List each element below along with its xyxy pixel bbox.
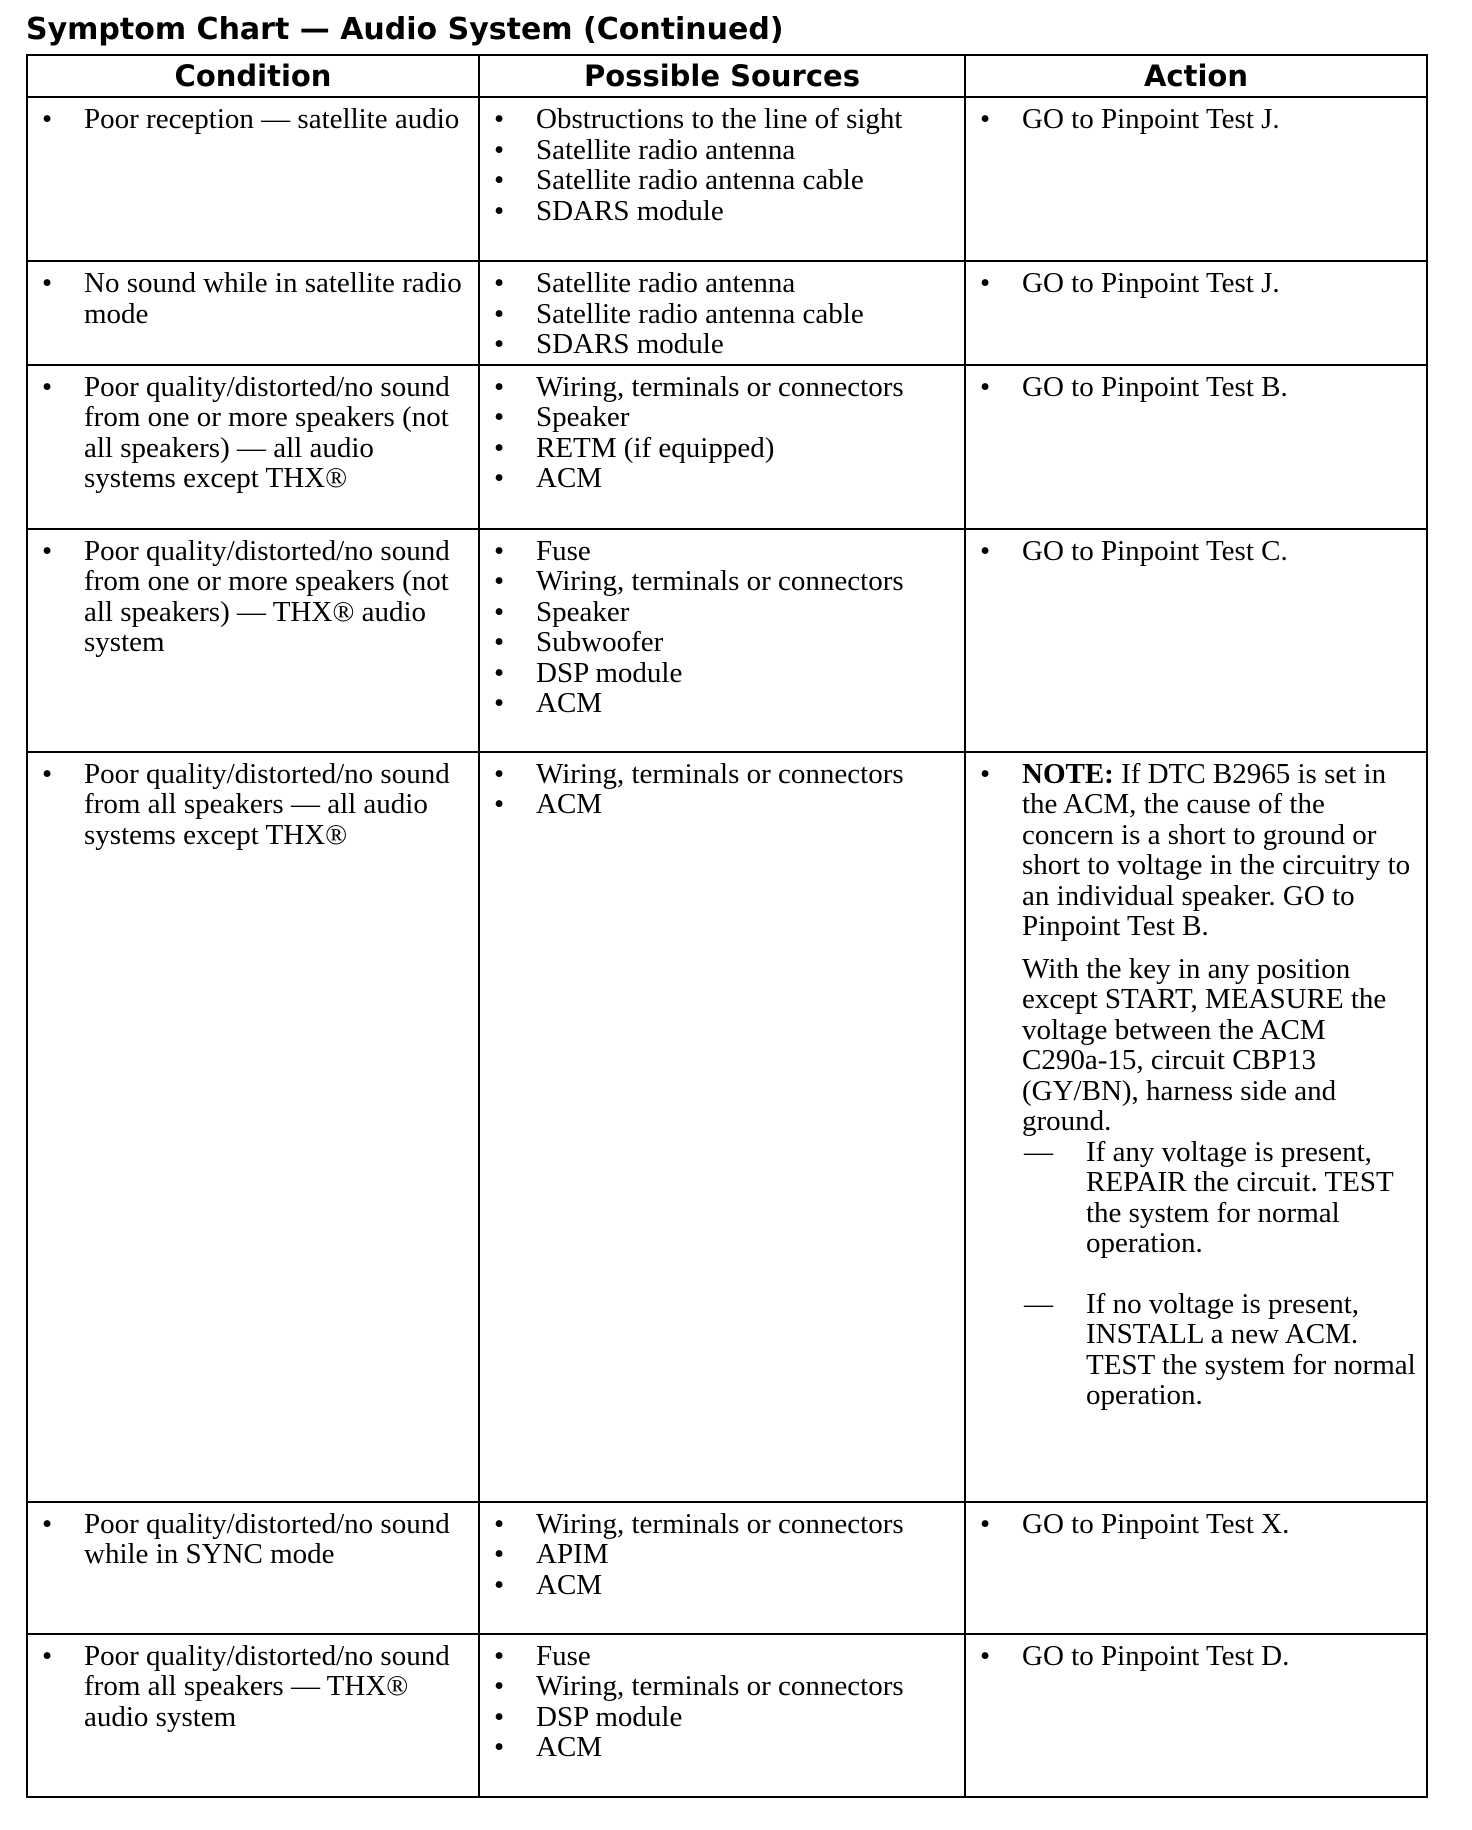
column-header-condition: Condition [27,55,479,97]
page-title: Symptom Chart — Audio System (Continued) [26,12,784,47]
condition-text: • Poor quality/distorted/no sound from all speakers — THX® audio system [38,1641,468,1733]
source-item: • Speaker [490,402,954,433]
source-item: • RETM (if equipped) [490,433,954,464]
sources-cell [479,529,965,752]
action-cell [965,261,1427,365]
column-header-action: Action [965,55,1427,97]
action-cell [965,97,1427,261]
note-text: If DTC B2965 is set in the ACM, the cause of the concern is a short to ground or short to voltage in the circuitry to an individual speaker. GO to Pinpoint Test B. [1022,757,1411,942]
source-item: • ACM [490,463,954,494]
source-item: • SDARS module [490,196,954,227]
condition-text: • Poor quality/distorted/no sound while in SYNC mode [38,1509,468,1570]
action-text: • GO to Pinpoint Test C. [976,536,1416,567]
condition-cell [27,529,479,752]
source-item: • ACM [490,1732,954,1763]
sources-cell [479,365,965,529]
action-cell [965,752,1427,1502]
dash-item: — If any voltage is present, REPAIR the circuit. TEST the system for normal operation. [1022,1137,1416,1259]
table-row [27,1634,1427,1797]
source-item: • Fuse [490,1641,954,1672]
table-row [27,97,1427,261]
source-item: • DSP module [490,1702,954,1733]
dash-item: — If no voltage is present, INSTALL a new ACM. TEST the system for normal operation. [1022,1289,1416,1411]
action-cell [965,529,1427,752]
symptom-chart-table [26,54,1428,1798]
source-item: • Speaker [490,597,954,628]
source-item: • Subwoofer [490,627,954,658]
source-item: • Obstructions to the line of sight [490,104,954,135]
column-header-possible-sources: Possible Sources [479,55,965,97]
table-row [27,261,1427,365]
source-item: • DSP module [490,658,954,689]
sources-cell [479,1634,965,1797]
condition-cell [27,1634,479,1797]
source-item: • SDARS module [490,329,954,360]
sources-cell [479,752,965,1502]
condition-cell [27,752,479,1502]
table-row [27,365,1427,529]
table-row [27,752,1427,1502]
action-cell [965,1634,1427,1797]
condition-text: • Poor reception — satellite audio [38,104,468,135]
source-item: • Satellite radio antenna [490,268,954,299]
action-text: • GO to Pinpoint Test X. [976,1509,1416,1540]
sources-cell [479,97,965,261]
condition-text: • No sound while in satellite radio mode [38,268,468,329]
source-item: • Fuse [490,536,954,567]
condition-text: • Poor quality/distorted/no sound from all speakers — all audio systems except THX® [38,759,468,851]
condition-text: • Poor quality/distorted/no sound from one or more speakers (not all speakers) — THX® audio system [38,536,468,658]
condition-text: • Poor quality/distorted/no sound from one or more speakers (not all speakers) — all audio systems except THX® [38,372,468,494]
header-row [27,55,1427,97]
source-item: • Satellite radio antenna cable [490,165,954,196]
note-label: NOTE: [1022,757,1114,790]
action-note [976,759,1416,942]
action-cell [965,1502,1427,1634]
source-item: • ACM [490,1570,954,1601]
action-text: • GO to Pinpoint Test J. [976,268,1416,299]
condition-cell [27,97,479,261]
action-text: • GO to Pinpoint Test D. [976,1641,1416,1672]
source-item: • Satellite radio antenna cable [490,299,954,330]
source-item: • ACM [490,688,954,719]
measure-instruction: With the key in any position except START, MEASURE the voltage between the ACM C290a-15, circuit CBP13 (GY/BN), harness side and ground. [1022,952,1387,1137]
action-cell [965,365,1427,529]
condition-cell [27,1502,479,1634]
source-item: • Wiring, terminals or connectors [490,1671,954,1702]
condition-cell [27,365,479,529]
source-item: • APIM [490,1539,954,1570]
source-item: • Wiring, terminals or connectors [490,372,954,403]
action-text: • GO to Pinpoint Test J. [976,104,1416,135]
table-row [27,529,1427,752]
source-item: • Wiring, terminals or connectors [490,1509,954,1540]
condition-cell [27,261,479,365]
sources-cell [479,1502,965,1634]
source-item: • Satellite radio antenna [490,135,954,166]
source-item: • Wiring, terminals or connectors [490,566,954,597]
action-text: • GO to Pinpoint Test B. [976,372,1416,403]
source-item: • ACM [490,789,954,820]
source-item: • Wiring, terminals or connectors [490,759,954,790]
table-row [27,1502,1427,1634]
sources-cell [479,261,965,365]
